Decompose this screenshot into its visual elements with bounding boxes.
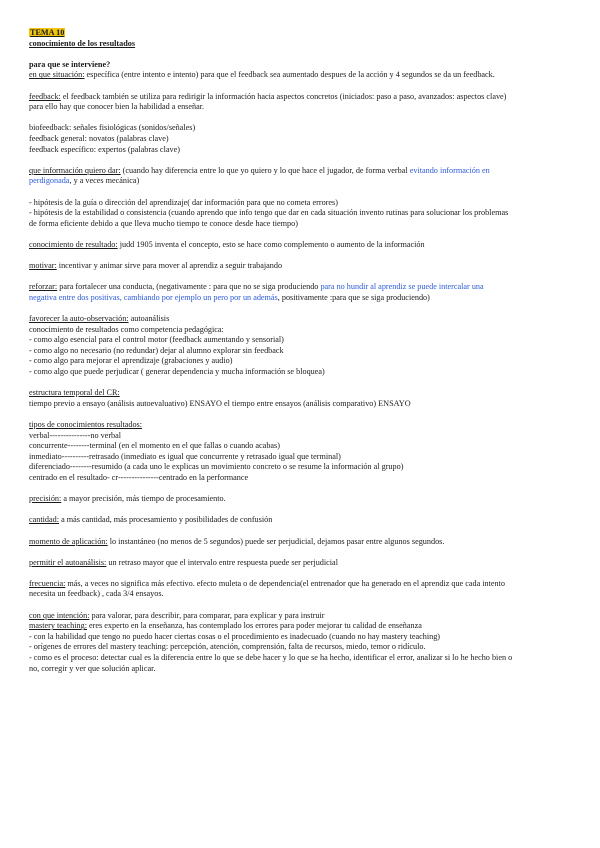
intention-text: para valorar, para describir, para comparar, para explicar y para instruir — [89, 610, 325, 620]
timing-label: momento de aplicación: — [29, 536, 108, 546]
mastery-item-3-line2: no, corregir y ver que solución aplicar. — [29, 663, 156, 673]
question-title: para que se interviene? — [29, 59, 111, 69]
timing-text: lo instantáneo (no menos de 5 segundos) puede ser perjudicial, dejamos pasar entre algunos segundos. — [107, 536, 445, 546]
quantity-label: cantidad: — [29, 515, 60, 525]
frequency-text: más, a veces no significa más efectivo. efecto muleta o de dependencia(el entrenador que ha generado en el aprendiz que cada intento — [65, 578, 506, 588]
situation-label: en que situación: — [29, 70, 85, 80]
info-tail: , y a veces mecánica) — [69, 176, 140, 186]
self-observation-text: autoanálisis — [128, 314, 170, 324]
document-page — [29, 28, 574, 674]
cr-label: conocimiento de resultado: — [29, 239, 118, 249]
precision-label: precisión: — [29, 494, 62, 504]
info-paragraph-line2 — [29, 176, 574, 187]
question-title-line — [29, 60, 574, 71]
biofeedback-line: biofeedback: señales fisiológicas (sonidos/señales) — [29, 123, 196, 133]
intention-paragraph — [29, 611, 574, 622]
general-feedback-line: feedback general: novatos (palabras clave) — [29, 133, 169, 143]
self-observation-label: favorecer la auto-observación: — [29, 314, 129, 324]
type-concurrent: concurrente--------terminal (en el momento en el que fallas o cuando acabas) — [29, 441, 280, 451]
info-label: que información quiero dar: — [29, 165, 121, 175]
subtitle-line — [29, 39, 574, 50]
feedback-paragraph — [29, 92, 574, 103]
mastery-item-3: - como es el proceso: detectar cual es la diferencia entre lo que se debe hacer y lo que se ha hecho, identificar el error, analizar si lo he hecho bien o — [29, 653, 513, 663]
reinforce-paragraph-line2 — [29, 293, 574, 304]
competence-title: conocimiento de resultados como competencia pedagógica: — [29, 324, 224, 334]
self-analysis-text: un retraso mayor que el intervalo entre respuesta puede ser perjudicial — [106, 557, 338, 567]
competence-item-3: - como algo para mejorar el aprendizaje (grabaciones y audio) — [29, 356, 233, 366]
self-observation-paragraph — [29, 314, 574, 325]
types-title — [29, 420, 574, 431]
type-differentiated: diferenciado--------resumido (a cada uno le explicas un movimiento concreto o se resume la información al grupo) — [29, 462, 404, 472]
temporal-structure-label: estructura temporal del CR: — [29, 388, 120, 398]
type-immediate: inmediato----------retrasado (inmediato es igual que concurrente y retrasado igual que terminal) — [29, 451, 341, 461]
reinforce-text: para fortalecer una conducta, (negativamente : para que no se siga produciendo — [57, 282, 321, 292]
reinforce-highlight-2: negativa entre dos positivas, cambiando por ejemplo un pero por un además — [29, 292, 278, 302]
reinforce-highlight-1: para no hundir al aprendiz se puede intercalar una — [320, 282, 484, 292]
type-verbal: verbal---------------no verbal — [29, 430, 122, 440]
mastery-paragraph — [29, 621, 574, 632]
mastery-label: mastery teaching: — [29, 621, 87, 631]
self-analysis-paragraph — [29, 558, 574, 569]
temporal-structure-text: tiempo previo a ensayo (análisis autoevaluativo) ENSAYO el tiempo entre ensayos (análisis comparativo) ENSAYO — [29, 398, 411, 408]
info-highlight-2: perdigonada — [29, 176, 70, 186]
topic-heading — [29, 28, 574, 39]
self-analysis-label: permitir el autoanálisis: — [29, 557, 107, 567]
reinforce-paragraph — [29, 282, 574, 293]
reinforce-tail: , positivamente :para que se siga produciendo) — [277, 292, 430, 302]
info-highlight-1: evitando información en — [409, 165, 490, 175]
frequency-paragraph — [29, 579, 574, 590]
quantity-text: a más cantidad, más procesamiento y posibilidades de confusión — [59, 515, 273, 525]
subtitle: conocimiento de los resultados — [29, 38, 136, 48]
timing-paragraph — [29, 537, 574, 548]
hypothesis-stability-line2: de forma eficiente debido a que lleva mucho tiempo te conoce desde hace tiempo) — [29, 218, 298, 228]
competence-item-1: - como algo esencial para el control motor (feedback aumentando y sensorial) — [29, 335, 284, 345]
temporal-structure-title — [29, 388, 574, 399]
competence-item-4: - como algo que puede perjudicar ( generar dependencia y mucha información se bloquea) — [29, 367, 325, 376]
mastery-text: eres experto en la enseñanza, has contemplado los errores para poder mejorar tu calidad de enseñanza — [86, 621, 422, 631]
specific-feedback-line: feedback específico: expertos (palabras clave) — [29, 144, 180, 154]
frequency-label: frecuencia: — [29, 578, 66, 588]
situation-paragraph — [29, 70, 574, 81]
competence-item-2: - como algo no necesario (no redundar) dejar al alumno explorar sin feedback — [29, 345, 284, 355]
feedback-paragraph-line2: para ello hay que conocer bien la habilidad a enseñar. — [29, 102, 205, 112]
feedback-label: feedback: — [29, 91, 61, 101]
types-label: tipos de conocimientos resultados: — [29, 419, 143, 429]
intention-label: con que intención: — [29, 610, 90, 620]
cr-text: judd 1905 inventa el concepto, esto se hace como complemento o aumento de la información — [117, 239, 425, 249]
cr-paragraph — [29, 240, 574, 251]
precision-paragraph — [29, 494, 574, 505]
hypothesis-guide: - hipótesis de la guía o dirección del aprendizaje( dar información para que no cometa errores) — [29, 197, 338, 207]
feedback-text: el feedback también se utiliza para redirigir la información hacia aspectos concretos (iniciados: paso a paso, avanzados: aspectos clave) — [60, 91, 507, 101]
frequency-paragraph-line2: necesita un feedback) , cada 3/4 ensayos. — [29, 589, 164, 599]
precision-text: a mayor precisión, más tiempo de procesamiento. — [61, 494, 226, 504]
tema-title: TEMA 10 — [30, 28, 65, 37]
mastery-item-2: - orígenes de errores del mastery teaching: percepción, atención, comprensión, falta de recursos, miedo, temor o ridículo. — [29, 642, 426, 652]
motivate-text: incentivar y animar sirve para mover al aprendiz a seguir trabajando — [56, 261, 283, 271]
mastery-item-1: - con la habilidad que tengo no puedo hacer ciertas cosas o el procedimiento es inadecuado (cuando no hay mastery teaching) — [29, 631, 441, 641]
motivate-paragraph — [29, 261, 574, 272]
type-centered: centrado en el resultado- cr---------------centrado en la performance — [29, 472, 249, 482]
motivate-label: motivar: — [29, 261, 57, 271]
info-paragraph — [29, 166, 574, 177]
info-text: (cuando hay diferencia entre lo que yo quiero y lo que hace el jugador, de forma verbal — [120, 165, 410, 175]
situation-text: específica (entre intento e intento) para que el feedback sea aumentado despues de la acción y 4 segundos se da un feedback. — [84, 70, 495, 80]
hypothesis-stability: - hipótesis de la estabilidad o consistencia (cuando aprendo que info tengo que dar en cada situación invento rutinas para solucionar los problemas — [29, 208, 509, 218]
reinforce-label: reforzar: — [29, 282, 58, 292]
quantity-paragraph — [29, 515, 574, 526]
